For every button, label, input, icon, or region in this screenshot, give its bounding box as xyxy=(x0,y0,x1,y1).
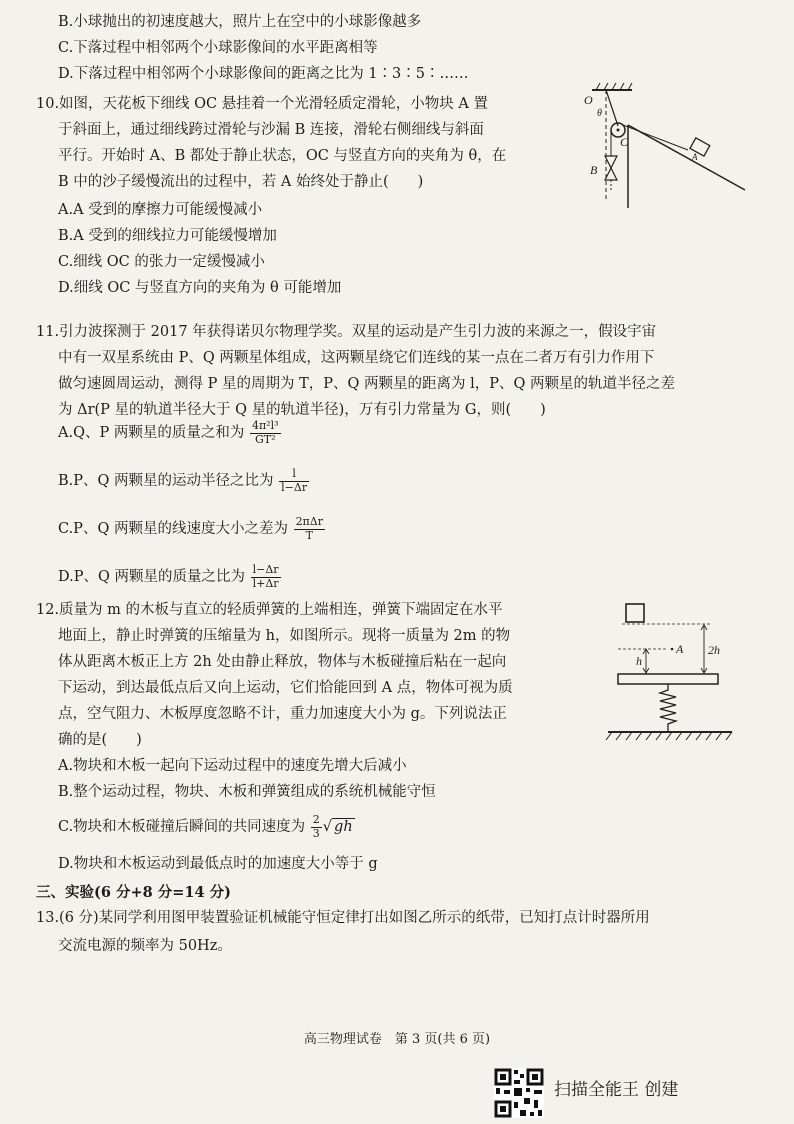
string-oc xyxy=(606,90,618,126)
fraction-numerator: 2πΔr xyxy=(295,515,323,528)
fraction-denominator: T xyxy=(305,528,313,542)
q10-pulley-incline-figure xyxy=(570,80,750,210)
fraction-denominator: 3 xyxy=(312,826,320,840)
q11-option-d-text: D.P、Q 两颗星的质量之比为 xyxy=(58,569,245,586)
q11-stem-line3: 做匀速圆周运动，测得 P 星的周期为 T，P、Q 两颗星的距离为 l，P、Q 两颗星的轨道半径之差 xyxy=(58,376,676,392)
q12-stem-line2: 地面上，静止时弹簧的压缩量为 h，如图所示。现将一质量为 2m 的物 xyxy=(58,628,511,644)
incline xyxy=(628,125,745,190)
q12-stem-line4: 下运动，到达最低点后又向上运动，它们恰能回到 A 点，物体可视为质 xyxy=(58,680,513,696)
q11-option-b-text: B.P、Q 两颗星的运动半径之比为 xyxy=(58,473,274,490)
q12-stem-line6: 确的是( ) xyxy=(58,732,142,748)
q9-option-c: C.下落过程中相邻两个小球影像间的水平距离相等 xyxy=(58,40,378,56)
ground-hatch xyxy=(606,732,732,740)
point-a xyxy=(671,648,674,651)
q10-stem-line4: B 中的沙子缓慢流出的过程中，若 A 始终处于静止( ) xyxy=(58,174,424,190)
q11-stem-line2: 中有一双星系统由 P、Q 两颗星体组成，这两颗星绕它们连线的某一点在二者万有引力作用下 xyxy=(58,350,655,366)
hourglass-b xyxy=(605,156,617,180)
q12-option-c: C.物块和木板碰撞后瞬间的共同速度为 $\frac{2}{3}$ √ gh xyxy=(58,813,353,840)
q12-spring-board-figure xyxy=(600,598,740,748)
label-c: C xyxy=(620,135,629,149)
q13-stem-line1: 13.(6 分)某同学利用图甲装置验证机械能守恒定律打出如图乙所示的纸带，已知打点计时器所用 xyxy=(36,910,650,926)
fraction-numerator: l xyxy=(279,468,309,482)
q10-stem-line1: 10.如图，天花板下细线 OC 悬挂着一个光滑轻质定滑轮，小物块 A 置 xyxy=(36,96,488,112)
q11-stem-line4: 为 Δr(P 星的轨道半径大于 Q 星的轨道半径)，万有引力常量为 G，则( ) xyxy=(58,402,546,418)
q11-option-c-fraction xyxy=(294,516,325,542)
q11-option-c-text: C.P、Q 两颗星的线速度大小之差为 xyxy=(58,521,288,538)
q10-stem-line3: 平行。开始时 A、B 都处于静止状态，OC 与竖直方向的夹角为 θ，在 xyxy=(58,148,507,164)
label-o: O xyxy=(584,93,593,107)
q12-stem-line1: 12.质量为 m 的木板与直立的轻质弹簧的上端相连，弹簧下端固定在水平 xyxy=(36,602,503,618)
fraction-denominator: l−Δr xyxy=(281,480,308,494)
q12-option-c-fraction xyxy=(311,814,322,840)
falling-block xyxy=(626,604,644,622)
q9-option-b: B.小球抛出的初速度越大，照片上在空中的小球影像越多 xyxy=(58,14,422,30)
label-h: h xyxy=(636,654,642,668)
label-2h: 2h xyxy=(708,643,720,657)
q13-stem-line2: 交流电源的频率为 50Hz。 xyxy=(58,938,232,954)
label-b: B xyxy=(590,163,598,177)
q10-option-a: A.A 受到的摩擦力可能缓慢减小 xyxy=(58,202,263,218)
q11-option-b xyxy=(58,468,310,494)
q11-option-a-fraction xyxy=(250,420,281,446)
q10-option-c: C.细线 OC 的张力一定缓慢减小 xyxy=(58,254,265,270)
fraction-denominator: l+Δr xyxy=(252,576,279,590)
label-a: A xyxy=(676,642,684,656)
label-theta: θ xyxy=(597,108,602,119)
q12-stem-line5: 点，空气阻力、木板厚度忽略不计，重力加速度大小为 g。下列说法正 xyxy=(58,706,507,722)
sqrt-radicand: gh xyxy=(334,819,353,836)
q12-option-d: D.物块和木板运动到最低点时的加速度大小等于 g xyxy=(58,856,378,872)
q11-stem-line1: 11.引力波探测于 2017 年获得诺贝尔物理学奖。双星的运动是产生引力波的来源之一，假设宇宙 xyxy=(36,324,657,340)
wooden-board xyxy=(618,674,718,684)
q11-option-a xyxy=(58,420,282,446)
q11-option-b-fraction xyxy=(279,468,309,494)
fraction-numerator: l−Δr xyxy=(252,563,279,576)
q11-option-d xyxy=(58,564,282,590)
q10-option-d: D.细线 OC 与竖直方向的夹角为 θ 可能增加 xyxy=(58,280,342,296)
q12-stem-line3: 体从距离木板正上方 2h 处由静止释放，物体与木板碰撞后粘在一起向 xyxy=(58,654,507,670)
q11-option-c xyxy=(58,516,326,542)
q12-option-c-text: C.物块和木板碰撞后瞬间的共同速度为 xyxy=(58,819,306,836)
q10-stem-line2: 于斜面上，通过细线跨过滑轮与沙漏 B 连接，滑轮右侧细线与斜面 xyxy=(58,122,484,138)
qr-code-icon xyxy=(494,1068,544,1118)
q10-option-b: B.A 受到的细线拉力可能缓慢增加 xyxy=(58,228,277,244)
scanner-watermark xyxy=(494,1068,744,1118)
q11-option-d-fraction xyxy=(251,564,281,590)
q9-option-d: D.下落过程中相邻两个小球影像间的距离之比为 1∶3∶5∶…… xyxy=(58,66,469,82)
page-footer: 高三物理试卷 第 3 页(共 6 页) xyxy=(303,1032,491,1047)
fraction-numerator: 2 xyxy=(312,813,320,826)
q12-option-a: A.物块和木板一起向下运动过程中的速度先增大后减小 xyxy=(58,758,407,774)
spring xyxy=(660,684,676,732)
scanner-brand-text: 扫描全能王 创建 xyxy=(554,1080,679,1100)
q11-option-a-text: A.Q、P 两颗星的质量之和为 xyxy=(58,425,245,442)
fraction-numerator: 4π²l³ xyxy=(251,419,279,432)
ceiling-hatch xyxy=(596,83,632,90)
fraction-denominator: GT² xyxy=(254,432,276,446)
q12-option-b: B.整个运动过程，物块、木板和弹簧组成的系统机械能守恒 xyxy=(58,784,436,800)
string-to-a xyxy=(623,125,688,150)
label-a: A xyxy=(692,152,698,162)
section-3-heading: 三、实验(6 分+8 分=14 分) xyxy=(36,884,232,901)
